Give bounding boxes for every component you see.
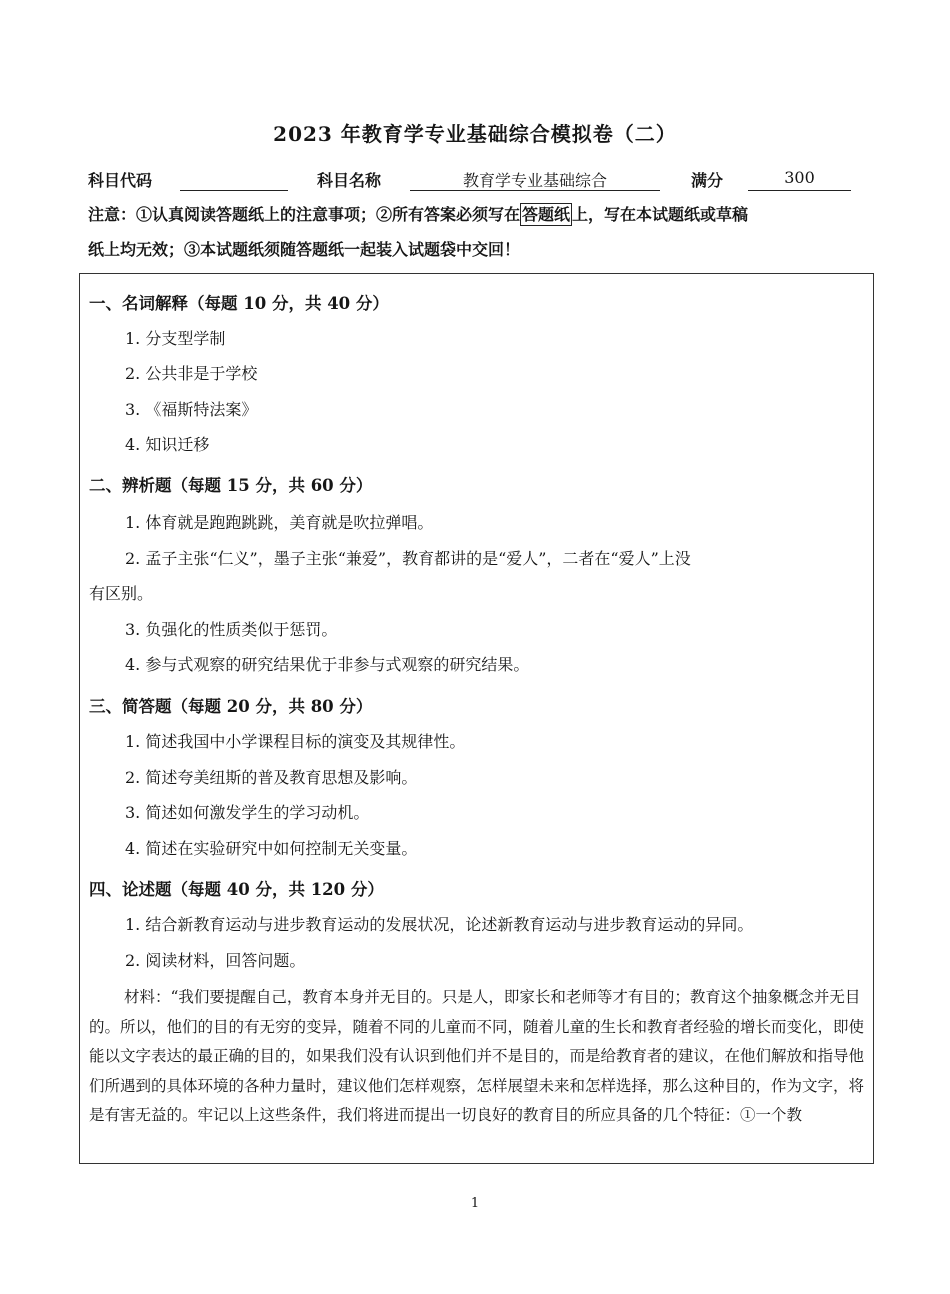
s3-item-4: 4. 简述在实验研究中如何控制无关变量。: [125, 839, 418, 858]
notice-text-a: 注意：①认真阅读答题纸上的注意事项；②所有答案必须写在: [88, 205, 521, 224]
s4-item-1: 1. 结合新教育运动与进步教育运动的发展状况，论述新教育运动与进步教育运动的异同。: [125, 915, 754, 934]
subject-name-value: 教育学专业基础综合: [410, 168, 660, 191]
material-text: 材料：“我们要提醒自己，教育本身并无目的。只是人，即家长和老师等才有目的；教育这个抽象概念并无目的。所以，他们的目的有无穷的变异，随着不同的儿童而不同，随着儿童的生长和教育者经验的增长而变化，即使能以文字表达的最正确的目的，如果我们没有认识到他们并不是目的，而是给教育者的建议，在他们解放和指导他们所遇到的具体环境的各种力量时，建议他们怎样观察，怎样展望未来和怎样选择，那么这种目的，作为文字，将是有害无益的。牢记以上这些条件，我们将进而提出一切良好的教育目的所应具备的几个特征：①一个教: [89, 988, 865, 1124]
exam-title: 2023 年教育学专业基础综合模拟卷（二）: [273, 122, 677, 146]
subject-name-label: 科目名称: [317, 171, 382, 190]
reading-material: [89, 983, 867, 1131]
s1-item-3: 3. 《福斯特法案》: [125, 400, 258, 419]
page-number: 1: [470, 1196, 480, 1211]
s2-item-4: 4. 参与式观察的研究结果优于非参与式观察的研究结果。: [125, 655, 530, 674]
s2-item-2-continued: 有区别。: [89, 584, 154, 603]
s2-item-1: 1. 体育就是跑跑跳跳，美育就是吹拉弹唱。: [125, 513, 434, 532]
s2-item-3: 3. 负强化的性质类似于惩罚。: [125, 620, 338, 639]
notice-text-b: 上，写在本试题纸或草稿: [572, 205, 749, 224]
s3-item-3: 3. 简述如何激发学生的学习动机。: [125, 803, 370, 822]
s3-item-2: 2. 简述夸美纽斯的普及教育思想及影响。: [125, 768, 418, 787]
s2-item-2: 2. 孟子主张“仁义”，墨子主张“兼爱”，教育都讲的是“爱人”，二者在“爱人”上没: [125, 549, 691, 568]
s3-item-1: 1. 简述我国中小学课程目标的演变及其规律性。: [125, 732, 466, 751]
s4-item-2: 2. 阅读材料，回答问题。: [125, 951, 306, 970]
subject-code-blank: [180, 168, 288, 191]
s1-item-4: 4. 知识迁移: [125, 435, 210, 454]
answer-sheet-boxed-text: 答题纸: [522, 205, 571, 224]
notice-line-2: 纸上均无效；③本试题纸须随答题纸一起装入试题袋中交回！: [88, 240, 521, 259]
full-score-value: 300: [748, 168, 851, 191]
section-4-heading: 四、论述题（每题 40 分，共 120 分）: [89, 880, 384, 899]
s1-item-2: 2. 公共非是于学校: [125, 364, 258, 383]
question-box: [79, 273, 874, 1164]
section-1-heading: 一、名词解释（每题 10 分，共 40 分）: [89, 294, 389, 313]
full-score-label: 满分: [691, 171, 724, 190]
s1-item-1: 1. 分支型学制: [125, 329, 226, 348]
section-2-heading: 二、辨析题（每题 15 分，共 60 分）: [89, 476, 373, 495]
exam-meta-row: [88, 168, 878, 194]
notice-line-1: [88, 205, 878, 225]
subject-code-label: 科目代码: [88, 171, 153, 190]
section-3-heading: 三、简答题（每题 20 分，共 80 分）: [89, 697, 373, 716]
